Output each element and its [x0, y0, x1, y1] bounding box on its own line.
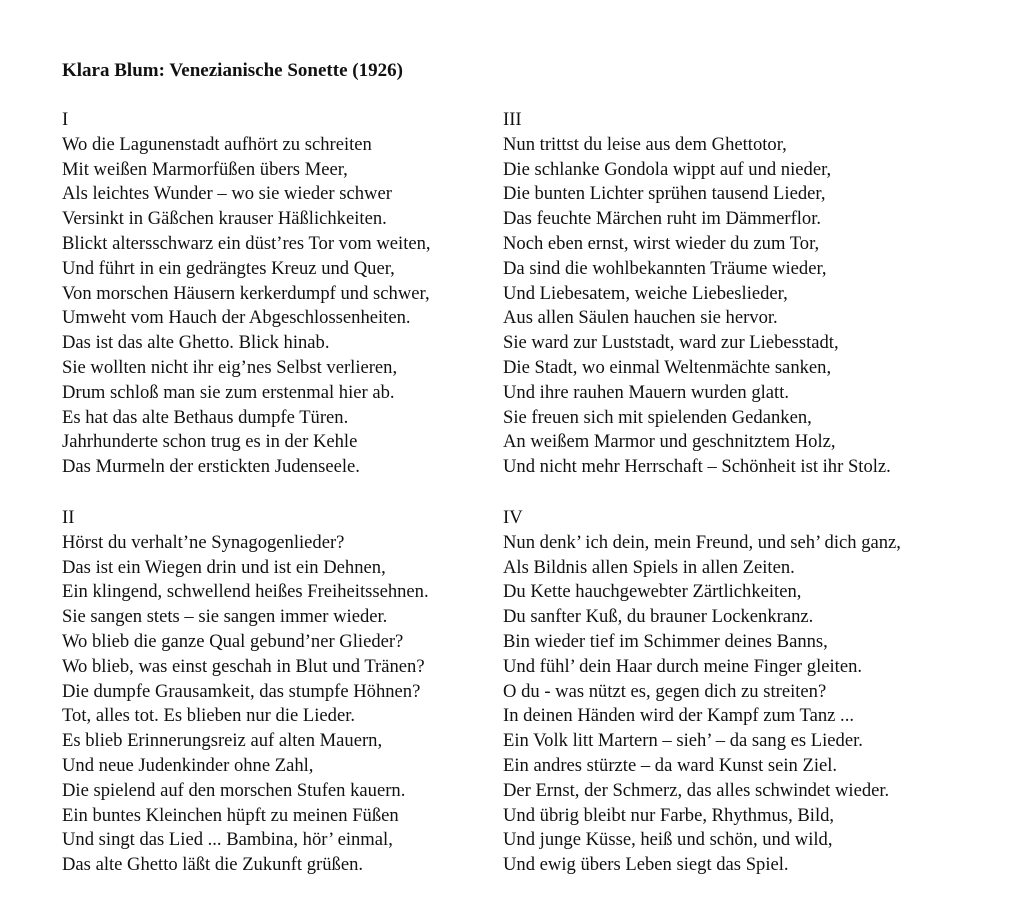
sonnet-numeral: I: [62, 109, 69, 130]
poem-line: Sie freuen sich mit spielenden Gedanken,: [503, 406, 812, 428]
poem-line: Nun denk’ ich dein, mein Freund, und seh’ dich ganz,: [503, 531, 901, 553]
sonnet-numeral: IV: [503, 507, 523, 528]
poem-line: Es hat das alte Bethaus dumpfe Türen.: [62, 406, 349, 428]
poem-line: Und Liebesatem, weiche Liebeslieder,: [503, 282, 788, 304]
poem-line: Sie wollten nicht ihr eig’nes Selbst verlieren,: [62, 356, 398, 378]
sonnet-2: [62, 506, 522, 878]
poem-line: Mit weißen Marmorfüßen übers Meer,: [62, 158, 348, 180]
poem-line: Der Ernst, der Schmerz, das alles schwindet wieder.: [503, 779, 890, 801]
poem-line: Bin wieder tief im Schimmer deines Banns,: [503, 630, 828, 652]
poem-line: Und ihre rauhen Mauern wurden glatt.: [503, 381, 790, 403]
poem-line: Blickt altersschwarz ein düst’res Tor vom weiten,: [62, 232, 431, 254]
poem-line: Versinkt in Gäßchen krauser Häßlichkeiten.: [62, 208, 387, 230]
poem-line: Die schlanke Gondola wippt auf und nieder,: [503, 158, 832, 180]
poem-line: Wo die Lagunenstadt aufhört zu schreiten: [62, 133, 372, 155]
poem-line: An weißem Marmor und geschnitztem Holz,: [503, 431, 836, 453]
sonnet-1: [62, 108, 522, 480]
poem-line: Und junge Küsse, heiß und schön, und wild,: [503, 829, 833, 851]
poem-line: Ein klingend, schwellend heißes Freiheitssehnen.: [62, 581, 429, 603]
poem-line: Es blieb Erinnerungsreiz auf alten Mauern,: [62, 730, 383, 752]
poem-line: Du sanfter Kuß, du brauner Lockenkranz.: [503, 606, 814, 628]
poem-line: Tot, alles tot. Es blieben nur die Lieder.: [62, 705, 356, 727]
poem-line: O du - was nützt es, gegen dich zu streiten?: [503, 680, 827, 702]
poem-line: Und nicht mehr Herrschaft – Schönheit ist ihr Stolz.: [503, 456, 891, 478]
poem-line: Ein Volk litt Martern – sieh’ – da sang es Lieder.: [503, 730, 863, 752]
sonnet-numeral: III: [503, 109, 522, 130]
poem-line: Wo blieb, was einst geschah in Blut und Tränen?: [62, 655, 425, 677]
poem-line: Du Kette hauchgewebter Zärtlichkeiten,: [503, 581, 802, 603]
poem-line: Drum schloß man sie zum erstenmal hier ab.: [62, 381, 395, 403]
poem-line: Das alte Ghetto läßt die Zukunft grüßen.: [62, 854, 364, 876]
poem-line: Die Stadt, wo einmal Weltenmächte sanken,: [503, 356, 832, 378]
poem-line: Noch eben ernst, wirst wieder du zum Tor,: [503, 232, 820, 254]
poem-line: Und neue Judenkinder ohne Zahl,: [62, 754, 314, 776]
poem-line: Und ewig übers Leben siegt das Spiel.: [503, 854, 789, 876]
sonnet-4: [503, 506, 963, 878]
document-title: Klara Blum: Venezianische Sonette (1926): [62, 60, 403, 81]
poem-line: Sie ward zur Luststadt, ward zur Liebesstadt,: [503, 332, 839, 354]
poem-line: Das ist das alte Ghetto. Blick hinab.: [62, 332, 330, 354]
poem-line: Als Bildnis allen Spiels in allen Zeiten.: [503, 556, 795, 578]
poem-line: Wo blieb die ganze Qual gebund’ner Glieder?: [62, 630, 404, 652]
sonnet-3: [503, 108, 963, 480]
poem-line: Jahrhunderte schon trug es in der Kehle: [62, 431, 358, 453]
poem-line: Und fühl’ dein Haar durch meine Finger gleiten.: [503, 655, 863, 677]
poem-line: Und führt in ein gedrängtes Kreuz und Quer,: [62, 257, 395, 279]
poem-line: Hörst du verhalt’ne Synagogenlieder?: [62, 531, 345, 553]
poem-line: Nun trittst du leise aus dem Ghettotor,: [503, 133, 787, 155]
poem-line: Umweht vom Hauch der Abgeschlossenheiten.: [62, 307, 411, 329]
poem-line: Das ist ein Wiegen drin und ist ein Dehnen,: [62, 556, 386, 578]
poem-line: Die dumpfe Grausamkeit, das stumpfe Höhnen?: [62, 680, 421, 702]
poem-line: Aus allen Säulen hauchen sie hervor.: [503, 307, 778, 329]
poem-line: Das Murmeln der erstickten Judenseele.: [62, 456, 360, 478]
poem-line: Sie sangen stets – sie sangen immer wieder.: [62, 606, 388, 628]
poem-line: Und übrig bleibt nur Farbe, Rhythmus, Bild,: [503, 804, 835, 826]
poem-line: Ein andres stürzte – da ward Kunst sein Ziel.: [503, 754, 838, 776]
sonnet-numeral: II: [62, 507, 75, 528]
poem-line: Da sind die wohlbekannten Träume wieder,: [503, 257, 827, 279]
poem-line: Als leichtes Wunder – wo sie wieder schwer: [62, 183, 392, 205]
poem-line: Und singt das Lied ... Bambina, hör’ einmal,: [62, 829, 393, 851]
poem-line: Von morschen Häusern kerkerdumpf und schwer,: [62, 282, 430, 304]
poem-line: Die bunten Lichter sprühen tausend Lieder,: [503, 183, 826, 205]
poem-line: Die spielend auf den morschen Stufen kauern.: [62, 779, 406, 801]
poem-line: Das feuchte Märchen ruht im Dämmerflor.: [503, 208, 822, 230]
poem-line: Ein buntes Kleinchen hüpft zu meinen Füßen: [62, 804, 399, 826]
poem-line: In deinen Händen wird der Kampf zum Tanz ...: [503, 705, 855, 727]
